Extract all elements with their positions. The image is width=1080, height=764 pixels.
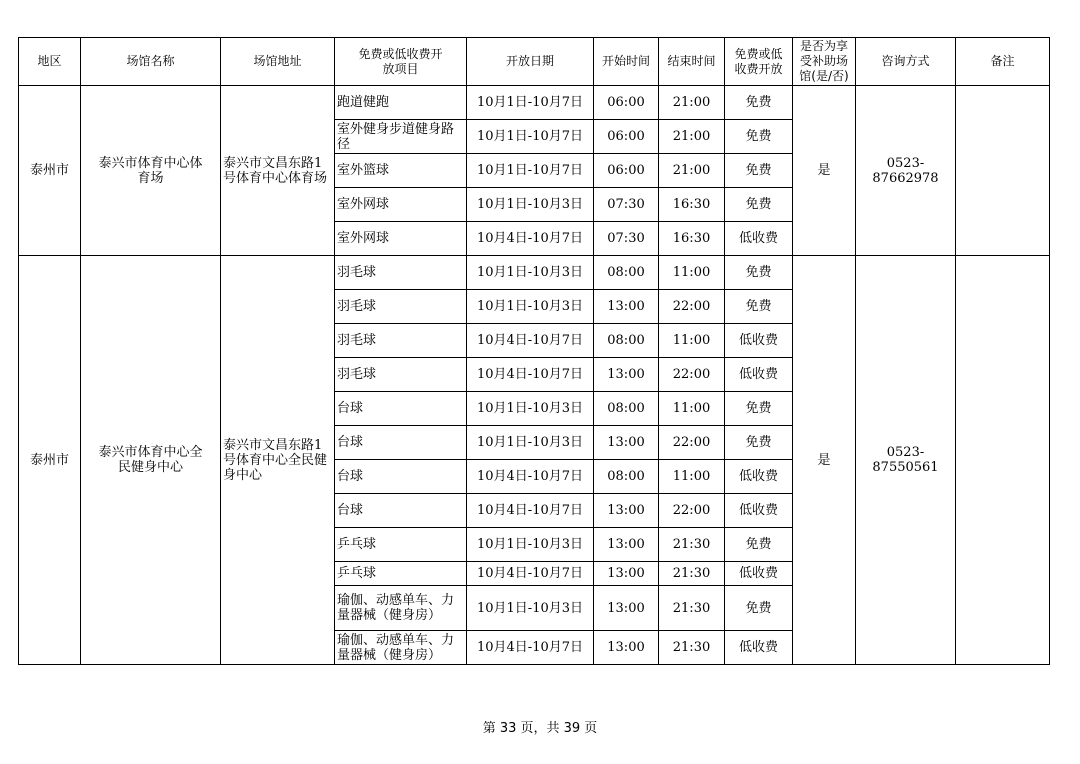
cell-fee: 免费 bbox=[725, 188, 793, 222]
cell-project: 室外篮球 bbox=[335, 154, 467, 188]
cell-fee: 低收费 bbox=[725, 631, 793, 665]
cell-project: 乒乓球 bbox=[335, 528, 467, 562]
venue-table bbox=[18, 37, 1050, 665]
cell-fee: 低收费 bbox=[725, 494, 793, 528]
cell-date: 10月1日-10月3日 bbox=[467, 528, 594, 562]
cell-venue-name bbox=[81, 86, 221, 256]
cell-end: 22:00 bbox=[659, 494, 725, 528]
cell-end: 16:30 bbox=[659, 188, 725, 222]
cell-start: 07:30 bbox=[594, 222, 659, 256]
cell-fee: 免费 bbox=[725, 290, 793, 324]
cell-start: 07:30 bbox=[594, 188, 659, 222]
cell-venue-name bbox=[81, 256, 221, 665]
cell-start: 08:00 bbox=[594, 460, 659, 494]
venue-name-text: 泰兴市体育中心体育场 bbox=[98, 155, 203, 186]
cell-project: 台球 bbox=[335, 426, 467, 460]
cell-fee: 免费 bbox=[725, 528, 793, 562]
cell-end: 21:00 bbox=[659, 120, 725, 154]
cell-region: 泰州市 bbox=[19, 256, 81, 665]
header-project bbox=[335, 38, 467, 86]
header-venue-address: 场馆地址 bbox=[221, 38, 335, 86]
cell-date: 10月1日-10月3日 bbox=[467, 586, 594, 631]
cell-project: 室外网球 bbox=[335, 222, 467, 256]
header-project-text: 免费或低收费开放项目 bbox=[358, 46, 443, 76]
cell-start: 08:00 bbox=[594, 324, 659, 358]
cell-subsidy: 是 bbox=[793, 86, 856, 256]
venue-name-text: 泰兴市体育中心全民健身中心 bbox=[98, 445, 203, 475]
cell-project: 瑜伽、动感单车、力量器械（健身房） bbox=[335, 631, 467, 665]
cell-start: 13:00 bbox=[594, 631, 659, 665]
cell-project: 台球 bbox=[335, 460, 467, 494]
cell-start: 13:00 bbox=[594, 586, 659, 631]
cell-fee: 免费 bbox=[725, 120, 793, 154]
cell-end: 22:00 bbox=[659, 426, 725, 460]
cell-date: 10月1日-10月7日 bbox=[467, 154, 594, 188]
header-end-time: 结束时间 bbox=[659, 38, 725, 86]
cell-fee: 低收费 bbox=[725, 222, 793, 256]
cell-end: 21:30 bbox=[659, 586, 725, 631]
header-contact: 咨询方式 bbox=[856, 38, 956, 86]
header-subsidy bbox=[793, 38, 856, 86]
cell-end: 11:00 bbox=[659, 324, 725, 358]
cell-date: 10月1日-10月3日 bbox=[467, 426, 594, 460]
cell-project: 羽毛球 bbox=[335, 256, 467, 290]
cell-date: 10月4日-10月7日 bbox=[467, 562, 594, 586]
cell-date: 10月1日-10月3日 bbox=[467, 392, 594, 426]
cell-end: 11:00 bbox=[659, 256, 725, 290]
header-row bbox=[19, 38, 1050, 86]
cell-venue-address: 泰兴市文昌东路1号体育中心全民健身中心 bbox=[221, 256, 335, 665]
cell-project: 乒乓球 bbox=[335, 562, 467, 586]
header-venue-name: 场馆名称 bbox=[81, 38, 221, 86]
cell-start: 13:00 bbox=[594, 494, 659, 528]
cell-start: 06:00 bbox=[594, 154, 659, 188]
cell-fee: 免费 bbox=[725, 392, 793, 426]
cell-project: 跑道健跑 bbox=[335, 86, 467, 120]
cell-date: 10月4日-10月7日 bbox=[467, 324, 594, 358]
header-subsidy-text: 是否为享受补助场馆(是/否) bbox=[799, 39, 849, 83]
header-region: 地区 bbox=[19, 38, 81, 86]
cell-start: 13:00 bbox=[594, 426, 659, 460]
cell-date: 10月1日-10月3日 bbox=[467, 256, 594, 290]
cell-fee: 低收费 bbox=[725, 324, 793, 358]
cell-date: 10月4日-10月7日 bbox=[467, 631, 594, 665]
table-row bbox=[19, 256, 1050, 290]
cell-fee: 低收费 bbox=[725, 460, 793, 494]
cell-project: 室外网球 bbox=[335, 188, 467, 222]
cell-project: 羽毛球 bbox=[335, 358, 467, 392]
cell-start: 13:00 bbox=[594, 358, 659, 392]
cell-contact: 0523-87662978 bbox=[856, 86, 956, 256]
cell-fee: 免费 bbox=[725, 586, 793, 631]
cell-contact: 0523-87550561 bbox=[856, 256, 956, 665]
page-number: 第 33 页，共 39 页 bbox=[482, 721, 598, 736]
cell-fee: 免费 bbox=[725, 256, 793, 290]
cell-end: 11:00 bbox=[659, 460, 725, 494]
table-row bbox=[19, 86, 1050, 120]
cell-date: 10月4日-10月7日 bbox=[467, 358, 594, 392]
cell-date: 10月4日-10月7日 bbox=[467, 494, 594, 528]
header-fee-text: 免费或低收费开放 bbox=[734, 46, 783, 76]
cell-subsidy: 是 bbox=[793, 256, 856, 665]
cell-date: 10月4日-10月7日 bbox=[467, 460, 594, 494]
cell-project: 羽毛球 bbox=[335, 324, 467, 358]
cell-end: 22:00 bbox=[659, 290, 725, 324]
cell-start: 08:00 bbox=[594, 392, 659, 426]
header-open-date: 开放日期 bbox=[467, 38, 594, 86]
cell-project: 瑜伽、动感单车、力量器械（健身房） bbox=[335, 586, 467, 631]
cell-date: 10月4日-10月7日 bbox=[467, 222, 594, 256]
cell-start: 13:00 bbox=[594, 528, 659, 562]
cell-start: 13:00 bbox=[594, 290, 659, 324]
cell-start: 06:00 bbox=[594, 120, 659, 154]
cell-date: 10月1日-10月7日 bbox=[467, 120, 594, 154]
cell-start: 13:00 bbox=[594, 562, 659, 586]
cell-fee: 低收费 bbox=[725, 358, 793, 392]
cell-project: 羽毛球 bbox=[335, 290, 467, 324]
cell-fee: 低收费 bbox=[725, 562, 793, 586]
header-fee bbox=[725, 38, 793, 86]
cell-remark bbox=[956, 256, 1050, 665]
cell-end: 21:00 bbox=[659, 86, 725, 120]
cell-end: 21:30 bbox=[659, 528, 725, 562]
cell-fee: 免费 bbox=[725, 86, 793, 120]
cell-end: 22:00 bbox=[659, 358, 725, 392]
cell-date: 10月1日-10月3日 bbox=[467, 188, 594, 222]
cell-fee: 免费 bbox=[725, 154, 793, 188]
cell-project: 室外健身步道健身路径 bbox=[335, 120, 467, 154]
cell-venue-address: 泰兴市文昌东路1号体育中心体育场 bbox=[221, 86, 335, 256]
cell-fee: 免费 bbox=[725, 426, 793, 460]
header-start-time: 开始时间 bbox=[594, 38, 659, 86]
cell-project: 台球 bbox=[335, 392, 467, 426]
header-remark: 备注 bbox=[956, 38, 1050, 86]
cell-project: 台球 bbox=[335, 494, 467, 528]
cell-end: 11:00 bbox=[659, 392, 725, 426]
cell-start: 08:00 bbox=[594, 256, 659, 290]
cell-end: 21:00 bbox=[659, 154, 725, 188]
cell-remark bbox=[956, 86, 1050, 256]
cell-end: 21:30 bbox=[659, 562, 725, 586]
cell-region: 泰州市 bbox=[19, 86, 81, 256]
cell-date: 10月1日-10月7日 bbox=[467, 86, 594, 120]
cell-end: 16:30 bbox=[659, 222, 725, 256]
cell-start: 06:00 bbox=[594, 86, 659, 120]
cell-end: 21:30 bbox=[659, 631, 725, 665]
cell-date: 10月1日-10月3日 bbox=[467, 290, 594, 324]
